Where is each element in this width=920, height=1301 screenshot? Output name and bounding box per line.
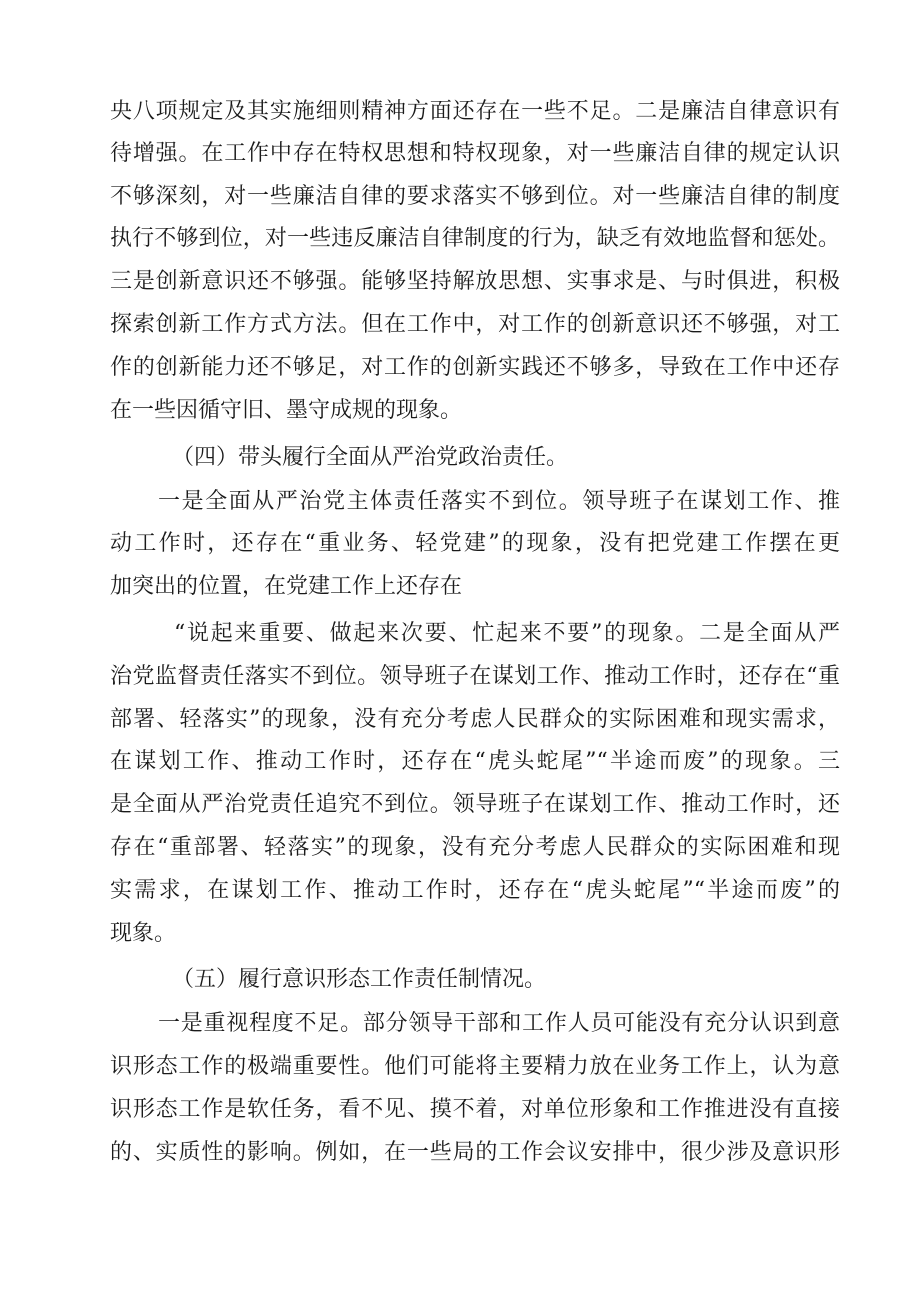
text-line-5: 三是创新意识还不够强。能够坚持解放思想、实事求是、与时俱进，积极 — [110, 269, 840, 294]
text-line-13: “说起来重要、做起来次要、忙起来不要”的现象。二是全面从严 — [174, 621, 840, 646]
text-line-17: 是全面从严治党责任追究不到位。领导班子在谋划工作、推动工作时，还 — [110, 792, 840, 817]
text-line-7: 作的创新能力还不够足，对工作的创新实践还不够多，导致在工作中还存 — [110, 355, 840, 380]
text-line-1: 央八项规定及其实施细则精神方面还存在一些不足。二是廉洁自律意识有 — [110, 99, 840, 124]
section-heading-5: （五）履行意识形态工作责任制情况。 — [172, 967, 547, 992]
text-line-23: 识形态工作的极端重要性。他们可能将主要精力放在业务工作上，认为意 — [110, 1054, 840, 1079]
text-line-12: 加突出的位置，在党建工作上还存在 — [110, 574, 463, 599]
text-line-10: 一是全面从严治党主体责任落实不到位。领导班子在谋划工作、推 — [158, 489, 840, 514]
text-line-19: 实需求，在谋划工作、推动工作时，还存在“虎头蛇尾”“半途而废”的 — [110, 878, 840, 903]
text-line-22: 一是重视程度不足。部分领导干部和工作人员可能没有充分认识到意 — [158, 1011, 840, 1036]
text-line-6: 探索创新工作方式方法。但在工作中，对工作的创新意识还不够强，对工 — [110, 312, 840, 337]
text-line-24: 识形态工作是软任务，看不见、摸不着，对单位形象和工作推进没有直接 — [110, 1097, 840, 1122]
text-line-4: 执行不够到位，对一些违反廉洁自律制度的行为，缺乏有效地监督和惩处。 — [110, 226, 840, 251]
text-line-25: 的、实质性的影响。例如，在一些局的工作会议安排中，很少涉及意识形 — [110, 1140, 840, 1165]
text-line-8: 在一些因循守旧、墨守成规的现象。 — [110, 398, 463, 423]
text-line-2: 待增强。在工作中存在特权思想和特权现象，对一些廉洁自律的规定认识 — [110, 141, 840, 166]
text-line-15: 部署、轻落实”的现象，没有充分考虑人民群众的实际困难和现实需求， — [110, 707, 840, 732]
section-heading-4: （四）带头履行全面从严治党政治责任。 — [172, 445, 569, 470]
text-line-18: 存在“重部署、轻落实”的现象，没有充分考虑人民群众的实际困难和现 — [110, 835, 840, 860]
text-line-14: 治党监督责任落实不到位。领导班子在谋划工作、推动工作时，还存在“重 — [110, 664, 840, 689]
text-line-20: 现象。 — [110, 921, 177, 946]
text-line-11: 动工作时，还存在“重业务、轻党建”的现象，没有把党建工作摆在更 — [110, 531, 840, 556]
text-line-3: 不够深刻，对一些廉洁自律的要求落实不够到位。对一些廉洁自律的制度 — [110, 184, 840, 209]
text-line-16: 在谋划工作、推动工作时，还存在“虎头蛇尾”“半途而废”的现象。三 — [110, 749, 840, 774]
